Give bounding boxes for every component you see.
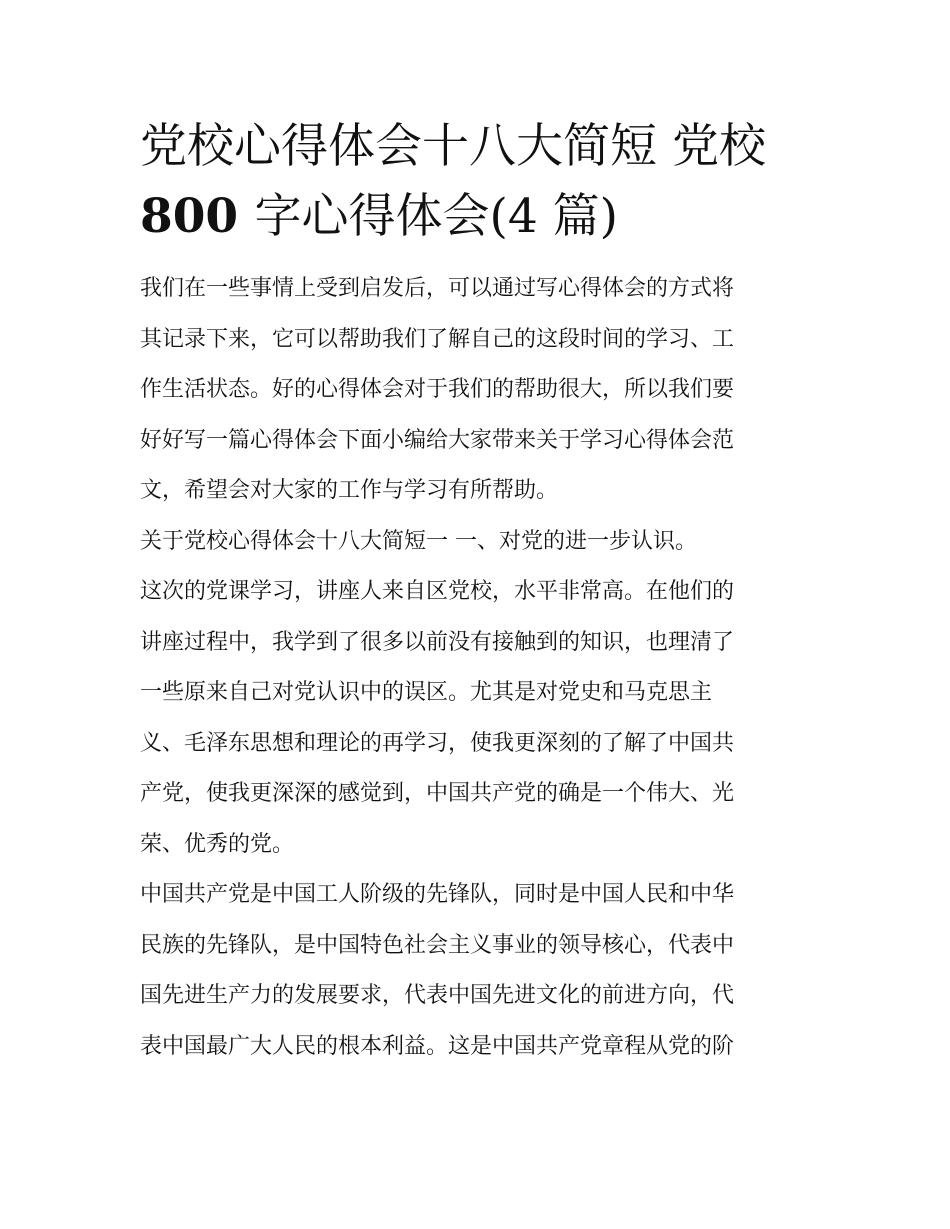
document-title	[140, 112, 812, 252]
text-line: 产党，使我更深深的感觉到，中国共产党的确是一个伟大、光	[140, 781, 735, 806]
title-number: 800	[140, 189, 255, 244]
text-line: 其记录下来，它可以帮助我们了解自己的这段时间的学习、工	[140, 326, 735, 352]
text-line: 民族的先锋队，是中国特色社会主义事业的领导核心，代表中	[140, 932, 735, 958]
text-line: 一些原来自己对党认识中的误区。尤其是对党史和马克思主	[140, 680, 713, 705]
text-line: 讲座过程中，我学到了很多以前没有接触到的知识，也理清了	[140, 629, 735, 655]
document-page	[140, 112, 812, 1072]
text-line: 荣、优秀的党。	[140, 831, 295, 857]
paragraph-section-heading	[140, 517, 812, 568]
document-body	[140, 264, 812, 1072]
paragraph-party-lecture	[140, 567, 812, 870]
title-line-2	[140, 182, 812, 252]
paragraph-intro	[140, 264, 812, 517]
text-line: 表中国最广大人民的根本利益。这是中国共产党章程从党的阶	[140, 1033, 735, 1059]
title-line-2-text: 字心得体会(4 篇)	[254, 189, 618, 244]
paragraph-party-description	[140, 870, 812, 1072]
text-line: 好好写一篇心得体会下面小编给大家带来关于学习心得体会范	[140, 427, 735, 453]
text-line: 作生活状态。好的心得体会对于我们的帮助很大，所以我们要	[140, 377, 735, 402]
text-line: 国先进生产力的发展要求，代表中国先进文化的前进方向，代	[140, 983, 735, 1008]
text-line: 文，希望会对大家的工作与学习有所帮助。	[140, 478, 559, 503]
title-line-1: 党校心得体会十八大简短 党校	[140, 119, 766, 174]
text-line: 中国共产党是中国工人阶级的先锋队，同时是中国人民和中华	[140, 882, 735, 907]
text-line: 我们在一些事情上受到启发后，可以通过写心得体会的方式将	[140, 276, 735, 301]
text-line: 这次的党课学习，讲座人来自区党校，水平非常高。在他们的	[140, 579, 735, 604]
text-line: 关于党校心得体会十八大简短一 一、对党的进一步认识。	[140, 528, 697, 554]
text-line: 义、毛泽东思想和理论的再学习，使我更深刻的了解了中国共	[140, 730, 735, 756]
